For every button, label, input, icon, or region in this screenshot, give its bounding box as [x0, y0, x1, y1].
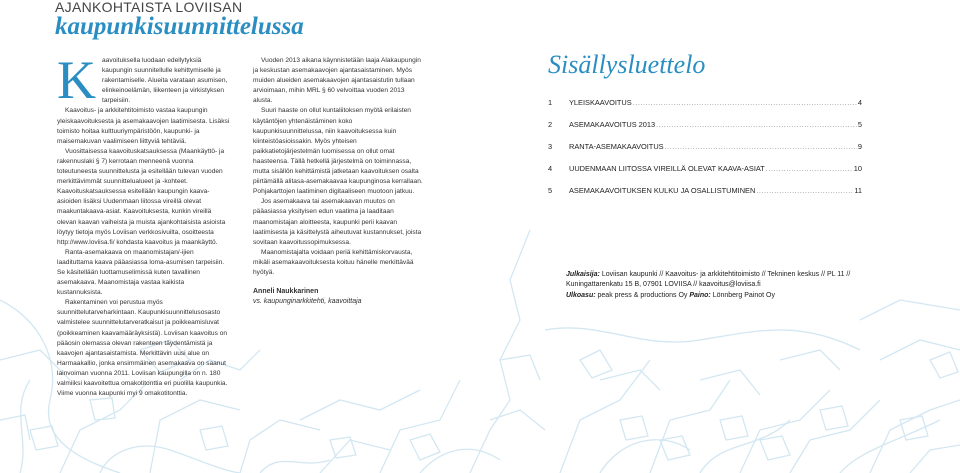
- publisher-text: Loviisan kaupunki // Kaavoitus- ja arkkitehtitoimisto // Tekninen keskus // PL 11 // Kuningattarenkatu 15 B, 07901 LOVIISA // kaavoitus@loviisa.fi: [566, 271, 851, 289]
- author-name: Anneli Naukkarinen: [253, 288, 319, 296]
- article-paragraph: Jos asemakaava tai asemakaavan muutos on pääasiassa yksityisen edun vaatima ja laaditaan maanomistajan aloitteesta, kaupunki perii kaavan laatimisesta ja käsittelystä aiheutuvat kustannukset, joista sovitaan kaavoitussopimuksessa.: [253, 198, 422, 246]
- article-paragraph: Ranta-asemakaava on maanomistajan/-ijien laadituttama kaava pääasiassa loma-asumisen tarpeisiin. Se käsitellään luottamuselimissä kuten tavallinen asemakaava. Maanomistaja vastaa kaikista kustannuksista.: [57, 248, 225, 297]
- article-column-right: [253, 56, 423, 307]
- toc-item[interactable]: [548, 120, 862, 142]
- toc-label: RANTA-ASEMAKAAVOITUS: [569, 142, 664, 151]
- author-signature: [253, 287, 423, 307]
- article-paragraph: Kaavoitus- ja arkkitehtitoimisto vastaa kaupungin yleiskaavoituksesta ja asemakaavojen laatimisesta. Lisäksi toimisto hoitaa kulttuuriympäristöön, kaupunki- ja maisemakuvan vaalimiseen liittyviä tehtäviä.: [57, 107, 230, 145]
- toc-item[interactable]: [548, 142, 862, 164]
- toc-page-number: 11: [854, 186, 862, 195]
- toc-label: ASEMAKAAVOITUKSEN KULKU JA OSALLISTUMINEN: [569, 186, 756, 195]
- toc-page-number: 10: [853, 164, 862, 173]
- layout-label: Ulkoasu:: [566, 291, 596, 299]
- article-paragraph: Maanomistajalta voidaan periä kehittämiskorvausta, mikäli asemakaavoituksesta koituu hänelle merkittävää hyötyä.: [253, 248, 414, 276]
- layout-text: peak press & productions Oy: [597, 291, 688, 299]
- publication-credits: [566, 270, 851, 301]
- toc-leader-dots: [656, 120, 857, 129]
- toc-leader-dots: [665, 142, 857, 151]
- article-paragraph: Vuosittaisessa kaavoituskatsauksessa (Maankäyttö- ja rakennuslaki § 7) kerrotaan menneenä vuonna toteutuneesta suunnittelusta ja esitellään tulevan vuoden merkittävimmät suunnittelualueet ja -kohteet. Kaavoituskatsauksessa esitellään kaupungin kaava-asioiden lisäksi Uudenmaan liitossa vireillä olevat maakuntakaava-asiat. Kaavoituksesta, kunkin vireillä olevan kaavan vaiheista ja muista ajankohtaisista asioista löytyy tietoja myös Loviisan verkkosivuilta, osoitteesta http://www.loviisa.fi/ kohdasta kaavoitus ja maankäyttö.: [57, 147, 226, 246]
- article-paragraph: aavoituksella luodaan edellytyksiä kaupungin suunnitellulle kehittymiselle ja rakentamiselle. Alueita varataan asumisen, elinkeinoelämän, liikenteen ja virkistyksen tarpeisiin.: [102, 57, 228, 105]
- toc-item[interactable]: [548, 186, 862, 208]
- printer-text: Lönnberg Painot Oy: [712, 291, 775, 299]
- publisher-label: Julkaisija:: [566, 271, 600, 278]
- toc-label: ASEMAKAAVOITUS 2013: [569, 120, 656, 129]
- toc-number: 2: [548, 120, 553, 129]
- printer-label: Paino:: [689, 291, 711, 299]
- article-paragraph: Vuoden 2013 aikana käynnistetään laaja Alakaupungin ja keskustan asemakaavojen ajantasaistaminen. Myös muiden alueiden asemakaavojen ajantasaistutin tullaan arvioimaan, mihin MRL § 60 velvoittaa vuoden 2013 alusta.: [253, 57, 421, 105]
- toc-item[interactable]: [548, 164, 862, 186]
- table-of-contents: [548, 98, 862, 208]
- toc-label: UUDENMAAN LIITOSSA VIREILLÄ OLEVAT KAAVA-ASIAT: [569, 164, 765, 173]
- toc-number: 5: [548, 186, 553, 195]
- page-headline: kaupunkisuunnittelussa: [55, 13, 304, 40]
- article-column-left: [57, 50, 230, 399]
- toc-label: YLEISKAAVOITUS: [569, 98, 632, 107]
- toc-leader-dots: [633, 98, 857, 107]
- toc-number: 1: [548, 98, 553, 107]
- toc-page-number: 4: [857, 98, 862, 107]
- section-kicker: AJANKOHTAISTA LOVIISAN: [55, 0, 243, 15]
- author-role: vs. kaupunginarkkitehti, kaavoittaja: [253, 298, 362, 306]
- toc-page-number: 9: [857, 142, 862, 151]
- toc-number: 3: [548, 142, 553, 151]
- toc-page-number: 5: [857, 120, 862, 129]
- toc-number: 4: [548, 164, 553, 173]
- article-paragraph: Rakentaminen voi perustua myös suunnittelutarveharkintaan. Kaupunkisuunnittelusosasto valmistelee suunnittelutarveratkaisut ja poikkeamisluvat (poikkeaminen kaavamääräyksistä). Loviisan kaavoitus on pääosin olemassa olevan rakenteen täydentämistä ja kaavojen ajantasaistamista. Merkittävin uusi alue on Harmaakallio, jonka ensimmäinen asemakaava on saanut lainvoiman vuonna 2011. Loviisan kaupungilla on n. 180 valmiiksi kaavoitettua omakotitonttia eri puolilla kaupunkia. Viime vuonna kaupunki myi 9 omakotitonttia.: [57, 299, 228, 398]
- toc-item[interactable]: [548, 98, 862, 120]
- toc-leader-dots: [766, 164, 853, 173]
- drop-cap: K: [57, 50, 96, 110]
- article-paragraph: Suuri haaste on ollut kuntaliitoksen myötä erilaisten käytäntöjen yhtenäistäminen koko kaupunkisuunnittelussa, niin kaavoituksessa kuin kiinteistöasioissakin. Myös yhteisen paikkatietojärjestelmän luomisessa on ollut omat haasteensa. Tällä hetkellä järjestelmä on toiminnassa, mutta sisällön kehittämistä jatketaan kaavoituksen osalta piirtämällä alitasa-asemakaavaa kaupunginosa kerrallaan. Pohjakarttojen laatiminen digitaaliseen muotoon jatkuu.: [253, 107, 423, 196]
- toc-title: Sisällysluettelo: [548, 50, 706, 79]
- toc-leader-dots: [756, 186, 853, 195]
